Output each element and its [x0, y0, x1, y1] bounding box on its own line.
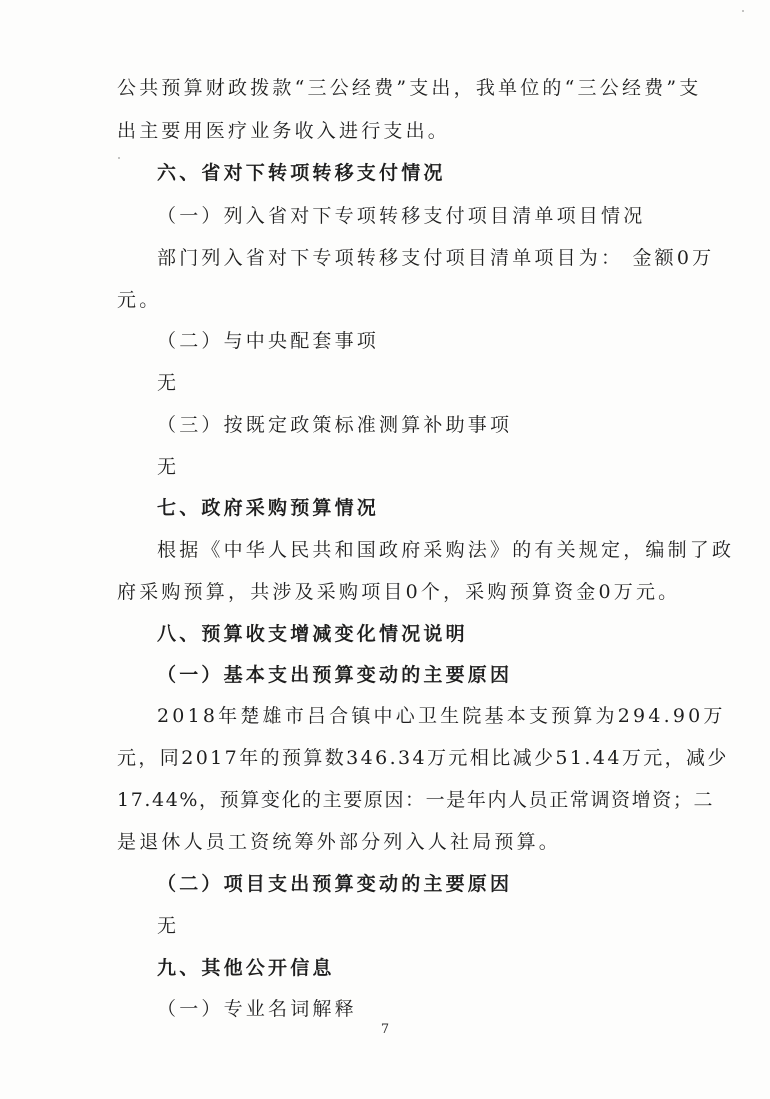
subsection-heading: （一）列入省对下专项转移支付项目清单项目情况 [157, 205, 646, 227]
section-heading: 九、其他公开信息 [157, 957, 335, 979]
section-heading: 八、预算收支增减变化情况说明 [157, 623, 468, 645]
paragraph-line: 部门列入省对下专项转移支付项目清单项目为： 金额0万 [157, 247, 715, 269]
subsection-heading: （一）专业名词解释 [157, 998, 357, 1020]
paragraph-line: 元。 [117, 289, 162, 311]
scan-speck [118, 157, 120, 159]
section-heading: 七、政府采购预算情况 [157, 497, 380, 519]
section-heading: 六、省对下转项转移支付情况 [157, 162, 446, 184]
paragraph-line: 公共预算财政拨款“三公经费”支出，我单位的“三公经费”支 [117, 77, 702, 99]
paragraph-line: 府采购预算，共涉及采购项目0个，采购预算资金0万元。 [117, 581, 681, 603]
subsection-heading: （二）与中央配套事项 [157, 330, 380, 352]
paragraph-line: 是退休人员工资统筹外部分列入人社局预算。 [117, 831, 562, 853]
paragraph-line: 无 [157, 372, 180, 394]
paragraph-line: 出主要用医疗业务收入进行支出。 [117, 120, 451, 142]
subsection-heading: （二）项目支出预算变动的主要原因 [157, 873, 513, 895]
paragraph-line: 17.44%，预算变化的主要原因：一是年内人员正常调资增资；二 [117, 789, 715, 811]
page-number: 7 [380, 1022, 390, 1037]
paragraph-line: 元，同2017年的预算数346.34万元相比减少51.44万元，减少 [117, 747, 729, 769]
scan-speck [742, 10, 744, 12]
subsection-heading: （三）按既定政策标准测算补助事项 [157, 414, 513, 436]
paragraph-line: 无 [157, 456, 180, 478]
paragraph-line: 无 [157, 915, 180, 937]
paragraph-line: 根据《中华人民共和国政府采购法》的有关规定，编制了政 [157, 539, 735, 561]
paragraph-line: 2018年楚雄市吕合镇中心卫生院基本支预算为294.90万 [157, 705, 726, 727]
subsection-heading: （一）基本支出预算变动的主要原因 [157, 664, 513, 686]
